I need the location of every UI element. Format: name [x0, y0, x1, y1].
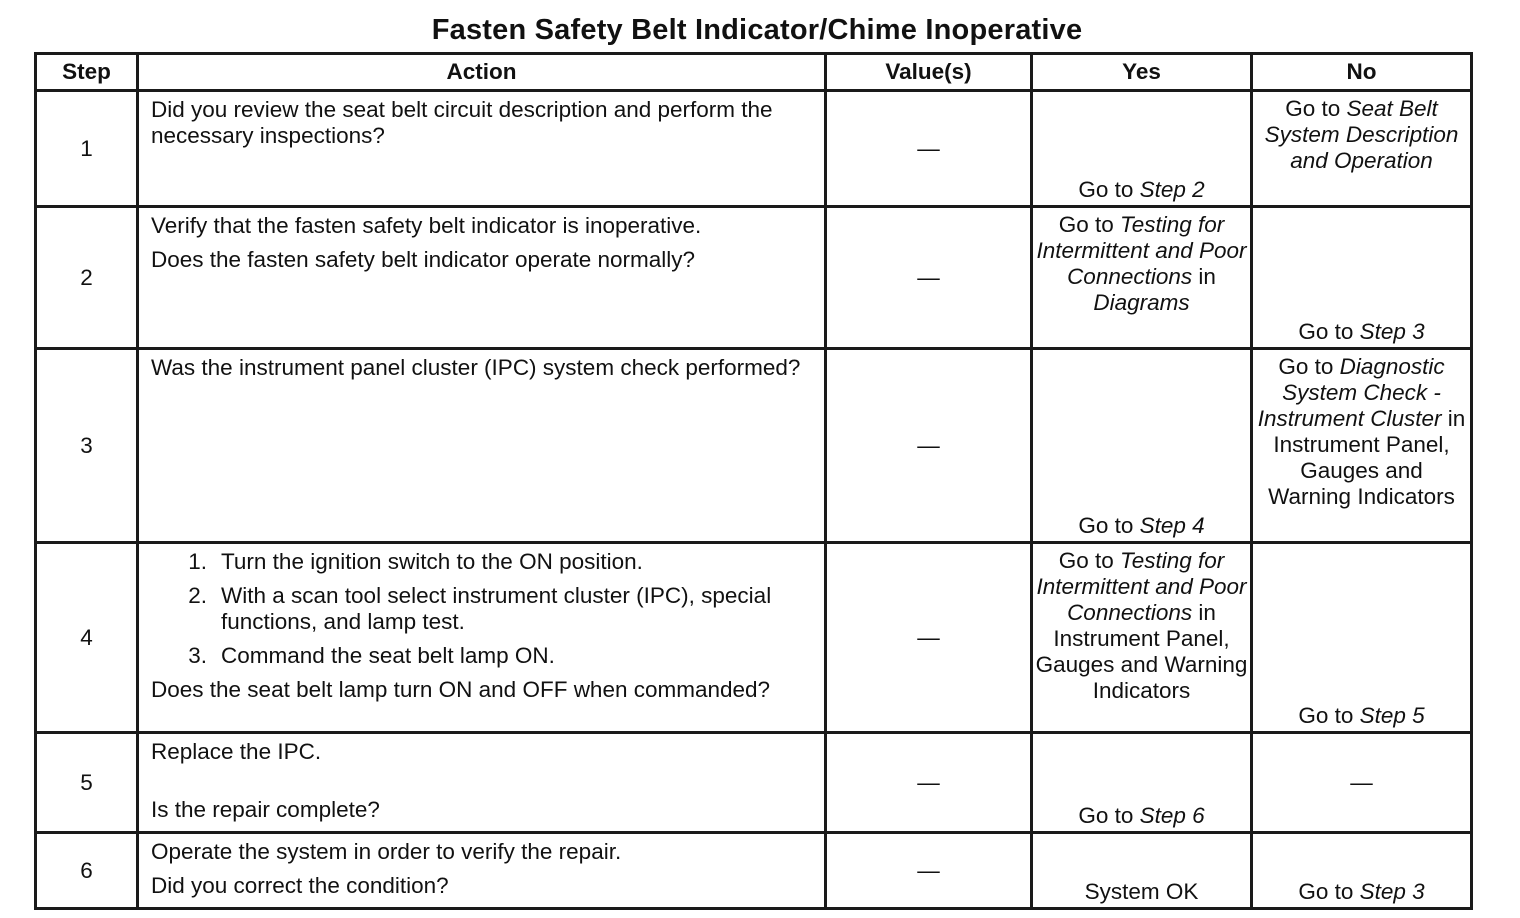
table-row — [36, 733, 1472, 833]
no-cell: Go to Diagnostic System Check - Instrument Cluster in Instrument Panel, Gauges and Warning Indicators — [1252, 349, 1472, 543]
yes-cell: System OK — [1032, 833, 1252, 909]
action-question: Does the fasten safety belt indicator operate normally? — [151, 247, 696, 272]
yes-cell: Go to Step 6 — [1032, 733, 1252, 833]
step-number: 6 — [36, 833, 138, 909]
header-yes: Yes — [1032, 54, 1252, 91]
yes-cell: Go to Testing for Intermittent and Poor Connections in Diagrams — [1032, 207, 1252, 349]
value-cell: — — [826, 91, 1032, 207]
action-cell — [138, 349, 826, 543]
header-step: Step — [36, 54, 138, 91]
action-steps-list — [151, 549, 816, 669]
value-cell: — — [826, 733, 1032, 833]
action-cell — [138, 833, 826, 909]
list-item: 1. Turn the ignition switch to the ON position. — [188, 549, 643, 574]
action-cell — [138, 207, 826, 349]
no-cell: Go to Step 3 — [1252, 833, 1472, 909]
header-values: Value(s) — [826, 54, 1032, 91]
action-question: Does the seat belt lamp turn ON and OFF when commanded? — [151, 677, 771, 702]
diagnostic-table — [34, 52, 1473, 910]
action-text: Operate the system in order to verify the repair. — [151, 839, 622, 864]
value-cell: — — [826, 543, 1032, 733]
action-text: Replace the IPC. — [151, 739, 322, 764]
action-text: Did you review the seat belt circuit description and perform the necessary inspections? — [151, 97, 773, 148]
yes-cell: Go to Step 4 — [1032, 349, 1252, 543]
step-number: 3 — [36, 349, 138, 543]
no-cell: Go to Seat Belt System Description and Operation — [1252, 91, 1472, 207]
step-number: 4 — [36, 543, 138, 733]
table-row — [36, 543, 1472, 733]
value-cell: — — [826, 833, 1032, 909]
page-title: Fasten Safety Belt Indicator/Chime Inoperative — [431, 14, 1083, 46]
yes-cell: Go to Step 2 — [1032, 91, 1252, 207]
action-text: Verify that the fasten safety belt indicator is inoperative. — [151, 213, 702, 238]
header-row — [36, 54, 1472, 91]
table-row — [36, 833, 1472, 909]
no-cell: — — [1252, 733, 1472, 833]
list-item: 3. Command the seat belt lamp ON. — [188, 643, 555, 668]
action-cell — [138, 733, 826, 833]
no-cell: Go to Step 3 — [1252, 207, 1472, 349]
no-cell: Go to Step 5 — [1252, 543, 1472, 733]
header-action: Action — [138, 54, 826, 91]
action-text: Was the instrument panel cluster (IPC) system check performed? — [151, 355, 801, 380]
table-row — [36, 349, 1472, 543]
list-item: 2. With a scan tool select instrument cluster (IPC), special functions, and lamp test. — [188, 583, 772, 634]
step-number: 1 — [36, 91, 138, 207]
step-number: 5 — [36, 733, 138, 833]
yes-cell: Go to Testing for Intermittent and Poor Connections in Instrument Panel, Gauges and Warning Indicators — [1032, 543, 1252, 733]
value-cell: — — [826, 207, 1032, 349]
action-question: Is the repair complete? — [151, 797, 380, 822]
value-cell: — — [826, 349, 1032, 543]
table-row — [36, 207, 1472, 349]
header-no: No — [1252, 54, 1472, 91]
action-cell — [138, 543, 826, 733]
table-row — [36, 91, 1472, 207]
step-number: 2 — [36, 207, 138, 349]
action-question: Did you correct the condition? — [151, 873, 449, 898]
action-cell — [138, 91, 826, 207]
